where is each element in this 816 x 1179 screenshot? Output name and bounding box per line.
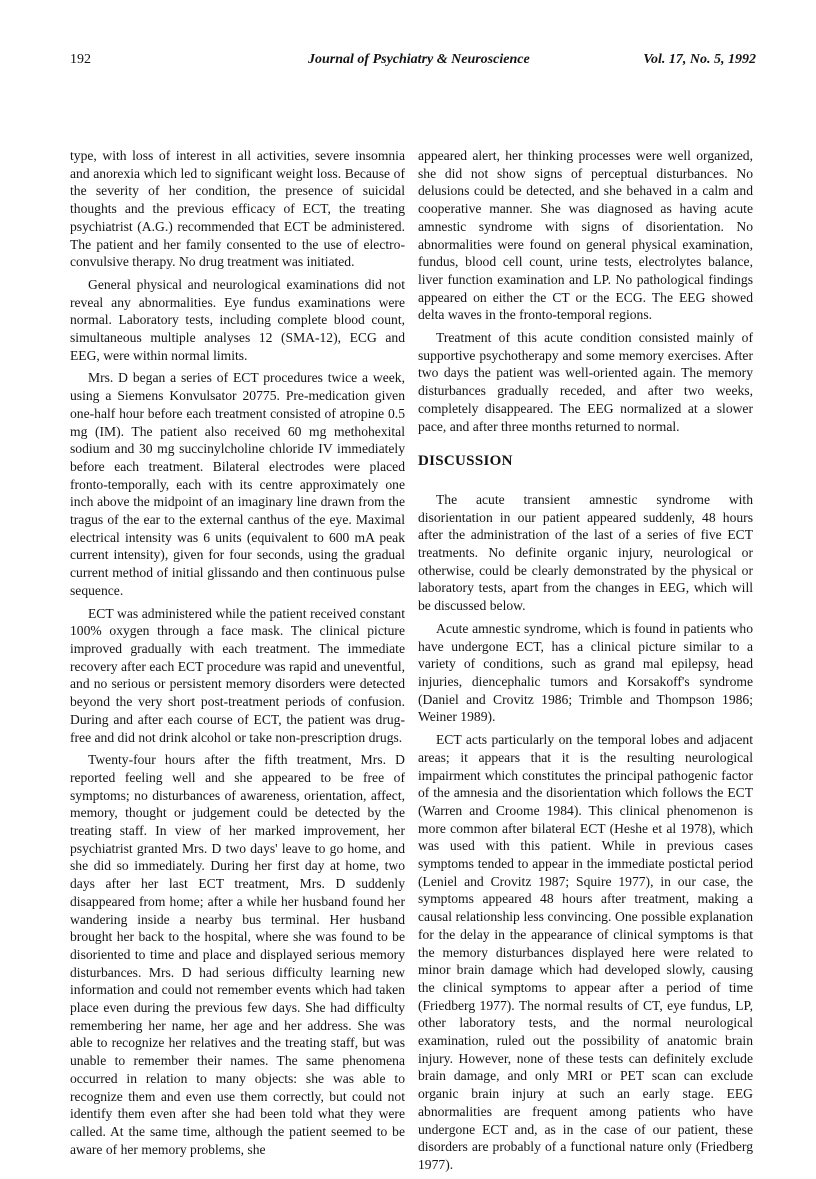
paragraph: appeared alert, her thinking processes were well organized, she did not show signs of perceptual disturbances. No delusions could be detected, and she behaved in a calm and cooperative manner. She was diagnosed as having acute amnestic syndrome with signs of disorientation. No abnormalities were found on general physical examination, fundus, blood cell count, urine tests, electrolytes balance, liver function examination and LP. No pathological findings appeared on either the CT or the ECG. The EEG showed delta waves in the fronto-temporal regions. [418, 148, 753, 323]
paragraph: ECT was administered while the patient received constant 100% oxygen through a face mask. The clinical picture improved gradually with each treatment. The immediate recovery after each ECT procedure was rapid and uneventful, and no serious or persistent memory disorders were detected beyond the very short post-treatment periods of confusion. During and after each course of ECT, the patient was drug-free and did not drink alcohol or take non-prescription drugs. [70, 605, 405, 745]
paragraph: General physical and neurological examinations did not reveal any abnormalities. Eye fundus examinations were normal. Laboratory tests, including complete blood count, simultaneous multiple analyses 12 (SMA-12), ECG and EEG, were within normal limits. [70, 276, 405, 363]
paragraph: Treatment of this acute condition consisted mainly of supportive psychotherapy and some memory exercises. After two days the patient was well-oriented again. The memory disturbances gradually receded, and after two weeks, completely disappeared. The EEG normalized at a slower pace, and after three months returned to normal. [418, 330, 753, 434]
paragraph: Acute amnestic syndrome, which is found in patients who have undergone ECT, has a clinical picture similar to a variety of conditions, such as grand mal epilepsy, head injuries, diencephalic tumors and Korsakoff's syndrome (Daniel and Crovitz 1986; Trimble and Thompson 1986; Weiner 1989). [418, 620, 753, 725]
journal-title: Journal of Psychiatry & Neuroscience [308, 52, 530, 67]
running-header [0, 52, 816, 74]
paragraph: Mrs. D began a series of ECT procedures twice a week, using a Siemens Konvulsator 20775. Pre-medication given one-half hour before each treatment consisted of atropine 0.5 mg (IM). The patient also received 60 mg methohexital sodium and 30 mg succinylcholine chloride IV immediately before each treatment. Bilateral electrodes were placed fronto-temporally, each with its centre approximately one inch above the midpoint of an imaginary line drawn from the tragus of the ear to the external canthus of the eye. Maximal electrical intensity was 6 units (equivalent to 600 mA peak current intensity), given for four seconds, using the gradual current method of initial glissando and then continuous pulse sequence. [70, 370, 405, 598]
section-heading: DISCUSSION [418, 453, 513, 470]
page-number: 192 [70, 52, 91, 67]
left-column [70, 147, 405, 1163]
paragraph: type, with loss of interest in all activities, severe insomnia and anorexia which led to significant weight loss. Because of the severity of her condition, the presence of suicidal thoughts and the previous efficacy of ECT, the treating psychiatrist (A.G.) recommended that ECT be administered. The patient and her family consented to the use of electro-convulsive therapy. No drug treatment was initiated. [70, 148, 405, 270]
volume-info: Vol. 17, No. 5, 1992 [643, 52, 756, 67]
right-column [418, 147, 753, 1179]
paragraph: The acute transient amnestic syndrome with disorientation in our patient appeared suddenly, 48 hours after the administration of the last of a series of five ECT treatments. No definite organic injury, neurological or otherwise, could be clearly demonstrated by the physical or laboratory tests, apart from the changes in EEG, which will be discussed below. [418, 491, 753, 614]
paragraph: Twenty-four hours after the fifth treatment, Mrs. D reported feeling well and she appeared to be free of symptoms; no disturbances of awareness, orientation, affect, memory, thought or judgement could be detected by the treating staff. In view of her marked improvement, her psychiatrist granted Mrs. D two days' leave to go home, and she did so immediately. During her first day at home, two days after her last ECT treatment, Mrs. D suddenly disappeared from home; after a while her husband found her wandering inside a nearby bus terminal. Her husband brought her back to the hospital, where she was found to be disoriented to time and place and displayed serious memory disturbances. Mrs. D had serious difficulty learning new information and could not remember events which had taken place even during the previous few days. She had difficulty remembering her name, her age and her address. She was able to recognize her relatives and the treating staff, but was unable to remember their names. The same phenomena occurred in relation to many objects: she was able to recognize them and even use them correctly, but could not identify them even after she had been told what they were called. At the same time, although the patient seemed to be aware of her memory problems, she [70, 752, 405, 1157]
paragraph: ECT acts particularly on the temporal lobes and adjacent areas; it appears that it is the resulting neurological impairment which constitutes the principal pathogenic factor of the amnesia and the disorientation which follows the ECT (Warren and Croome 1984). This clinical phenomenon is more common after bilateral ECT (Heshe et al 1978), which was used with this patient. While in previous cases symptoms tended to appear in the immediate postictal period (Leniel and Crovitz 1987; Squire 1977), in our case, the symptoms appeared 48 hours after treatment, making a causal relationship less convincing. One possible explanation for the delay in the appearance of clinical symptoms is that the memory disturbances displayed here were related to minor brain damage which had developed slowly, causing the clinical symptoms to appear after a period of time (Friedberg 1977). The normal results of CT, eye fundus, LP, other laboratory tests, and the normal neurological examination, ruled out the possibility of anatomic brain injury. However, none of these tests can definitely exclude brain damage, and only MRI or PET scan can exclude organic brain injury at such an early stage. EEG abnormalities are frequent among patients who have undergone ECT and, as in the case of our patient, these disorders are probably of a functional nature only (Friedberg 1977). [418, 732, 753, 1172]
